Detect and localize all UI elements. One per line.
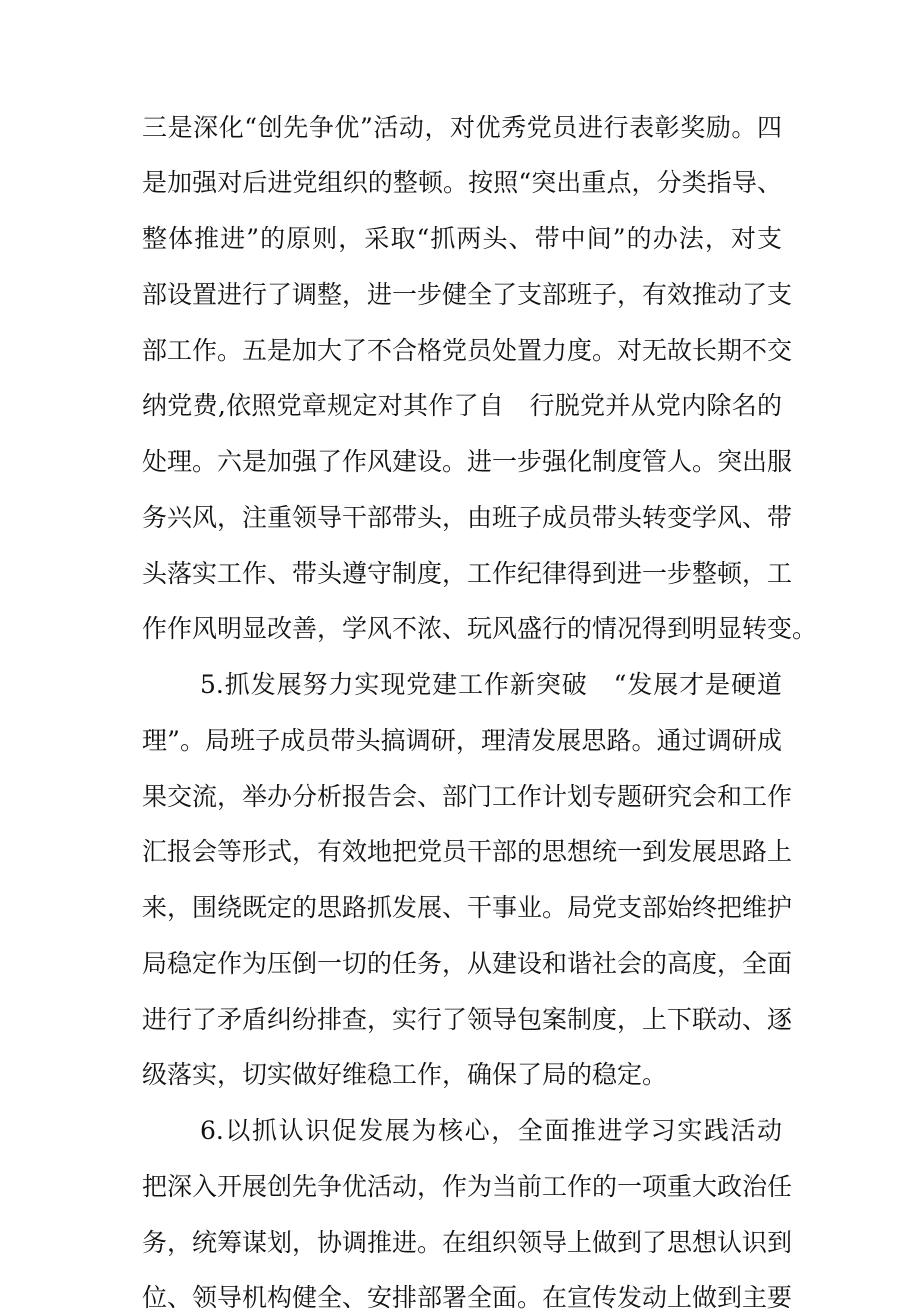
text-line-4: 部设置进行了调整，进一步健全了支部班子，有效推动了支 (142, 280, 793, 309)
text-line-1: 三是深化“创先争优”活动，对优秀党员进行表彰奖励。四 (142, 113, 782, 142)
section-heading-6: 6.以抓认识促发展为核心，全面推进学习实践活动 (200, 1116, 782, 1145)
text-line-13: 果交流，举办分析报告会、部门工作计划专题研究会和工作 (142, 782, 793, 811)
text-line-17: 进行了矛盾纠纷排查，实行了领导包案制度，上下联动、逐 (142, 1005, 793, 1034)
text-line-21: 务，统筹谋划，协调推进。在组织领导上做到了思想认识到 (142, 1228, 793, 1257)
text-line-3: 整体推进”的原则，采取“抓两头、带中间”的办法，对支 (142, 224, 782, 253)
section-heading-5: 5.抓发展努力实现党建工作新突破 “发展才是硬道 (200, 670, 782, 699)
text-line-9: 头落实工作、带头遵守制度，工作纪律得到进一步整顿，工 (142, 559, 793, 588)
text-line-14: 汇报会等形式，有效地把党员干部的思想统一到发展思路上 (142, 837, 793, 866)
text-line-18: 级落实，切实做好维稳工作，确保了局的稳定。 (142, 1060, 668, 1089)
text-line-12: 理”。局班子成员带头搞调研，理清发展思路。通过调研成 (142, 726, 782, 755)
text-line-15: 来，围绕既定的思路抓发展、干事业。局党支部始终把维护 (142, 893, 793, 922)
text-line-20: 把深入开展创先争优活动，作为当前工作的一项重大政治任 (142, 1172, 793, 1201)
text-line-7: 处理。六是加强了作风建设。进一步强化制度管人。突出服 (142, 447, 793, 476)
text-line-6: 纳党费,依照党章规定对其作了自 行脱党并从党内除名的 (142, 391, 782, 420)
text-line-2: 是加强对后进党组织的整顿。按照“突出重点，分类指导、 (142, 168, 782, 197)
text-line-16: 局稳定作为压倒一切的任务，从建设和谐社会的高度，全面 (142, 949, 793, 978)
text-line-22: 位、领导机构健全、安排部署全面。在宣传发动上做到主要 (142, 1283, 793, 1312)
text-line-10: 作作风明显改善，学风不浓、玩风盛行的情况得到明显转变。 (142, 614, 818, 643)
text-line-8: 务兴风，注重领导干部带头，由班子成员带头转变学风、带 (142, 503, 793, 532)
text-line-5: 部工作。五是加大了不合格党员处置力度。对无故长期不交 (142, 336, 793, 365)
